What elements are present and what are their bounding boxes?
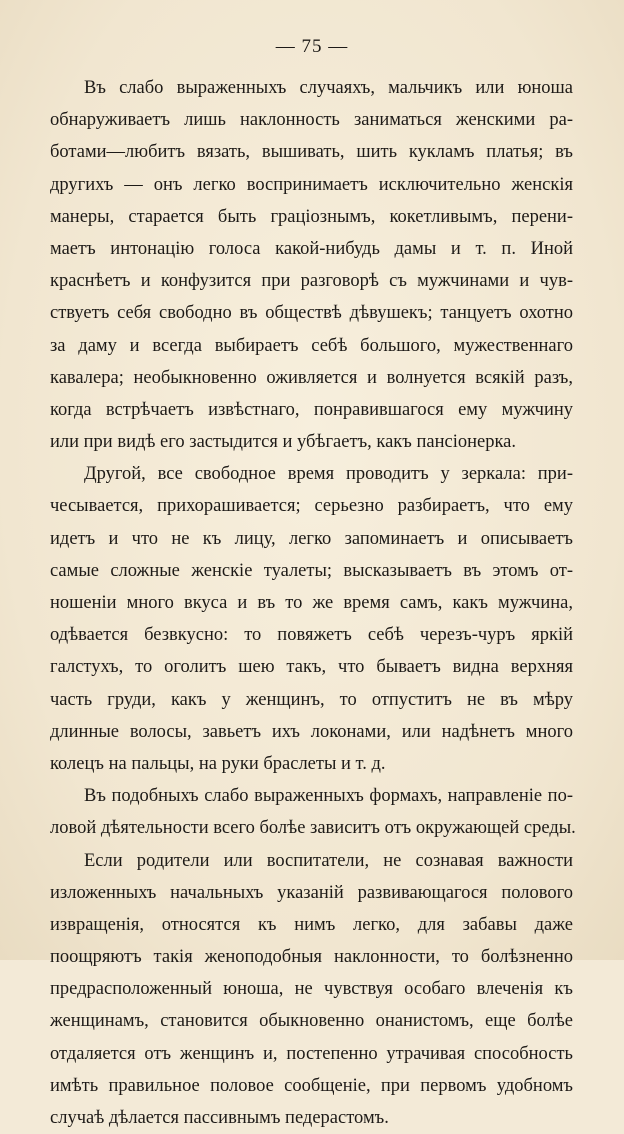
text-line: или при видѣ его застыдится и убѣгаетъ, какъ пансіонерка.	[50, 426, 573, 458]
paragraph	[50, 845, 573, 1134]
text-line: самые сложные женскіе туалеты; высказываетъ въ этомъ от-	[50, 555, 573, 587]
text-line: ловой дѣятельности всего болѣе зависитъ отъ окружающей среды.	[50, 812, 573, 844]
paragraph	[50, 458, 573, 780]
text-line: часть груди, какъ у женщинъ, то отпуститъ не въ мѣру	[50, 684, 573, 716]
text-line: отдаляется отъ женщинъ и, постепенно утрачивая способность	[50, 1038, 573, 1070]
paragraph	[50, 780, 573, 844]
text-line: длинные волосы, завьетъ ихъ локонами, или надѣнетъ много	[50, 716, 573, 748]
text-line: Если родители или воспитатели, не сознавая важности	[50, 845, 573, 877]
text-line: когда встрѣчаетъ извѣстнаго, понравившагося ему мужчину	[50, 394, 573, 426]
text-line: одѣвается безвкусно: то повяжетъ себѣ черезъ-чуръ яркій	[50, 619, 573, 651]
text-line: поощряютъ такія женоподобныя наклонности, то болѣзненно	[50, 941, 573, 973]
text-line: краснѣетъ и конфузится при разговорѣ съ мужчинами и чув-	[50, 265, 573, 297]
text-line: случаѣ дѣлается пассивнымъ педерастомъ.	[50, 1102, 573, 1134]
text-line: ботами—любитъ вязать, вышивать, шить кукламъ платья; въ	[50, 136, 573, 168]
paragraph	[50, 72, 573, 458]
text-line: чесывается, прихорашивается; серьезно разбираетъ, что ему	[50, 490, 573, 522]
page-number: — 75 —	[0, 36, 624, 58]
text-line: ношеніи много вкуса и въ то же время самъ, какъ мужчина,	[50, 587, 573, 619]
text-line: женщинамъ, становится обыкновенно онанистомъ, еще болѣе	[50, 1005, 573, 1037]
text-line: Другой, все свободное время проводитъ у зеркала: при-	[50, 458, 573, 490]
text-line: Въ подобныхъ слабо выраженныхъ формахъ, направленіе по-	[50, 780, 573, 812]
text-line: за даму и всегда выбираетъ себѣ большого, мужественнаго	[50, 330, 573, 362]
text-line: обнаруживаетъ лишь наклонность заниматься женскими ра-	[50, 104, 573, 136]
text-line: имѣть правильное половое сообщеніе, при первомъ удобномъ	[50, 1070, 573, 1102]
text-line: другихъ — онъ легко воспринимаетъ исключительно женскія	[50, 169, 573, 201]
text-line: колецъ на пальцы, на руки браслеты и т. д.	[50, 748, 573, 780]
body-text	[50, 72, 573, 1134]
text-line: изложенныхъ начальныхъ указаній развивающагося полового	[50, 877, 573, 909]
text-line: извращенія, относятся къ нимъ легко, для забавы даже	[50, 909, 573, 941]
text-line: ствуетъ себя свободно въ обществѣ дѣвушекъ; танцуетъ охотно	[50, 297, 573, 329]
text-line: манеры, старается быть граціознымъ, кокетливымъ, перени-	[50, 201, 573, 233]
text-line: Въ слабо выраженныхъ случаяхъ, мальчикъ или юноша	[50, 72, 573, 104]
text-line: маетъ интонацію голоса какой-нибудь дамы и т. п. Иной	[50, 233, 573, 265]
text-line: идетъ и что не къ лицу, легко запоминаетъ и описываетъ	[50, 523, 573, 555]
text-line: кавалера; необыкновенно оживляется и волнуется всякій разъ,	[50, 362, 573, 394]
text-line: предрасположенный юноша, не чувствуя особаго влеченія къ	[50, 973, 573, 1005]
text-line: галстухъ, то оголитъ шею такъ, что бываетъ видна верхняя	[50, 651, 573, 683]
